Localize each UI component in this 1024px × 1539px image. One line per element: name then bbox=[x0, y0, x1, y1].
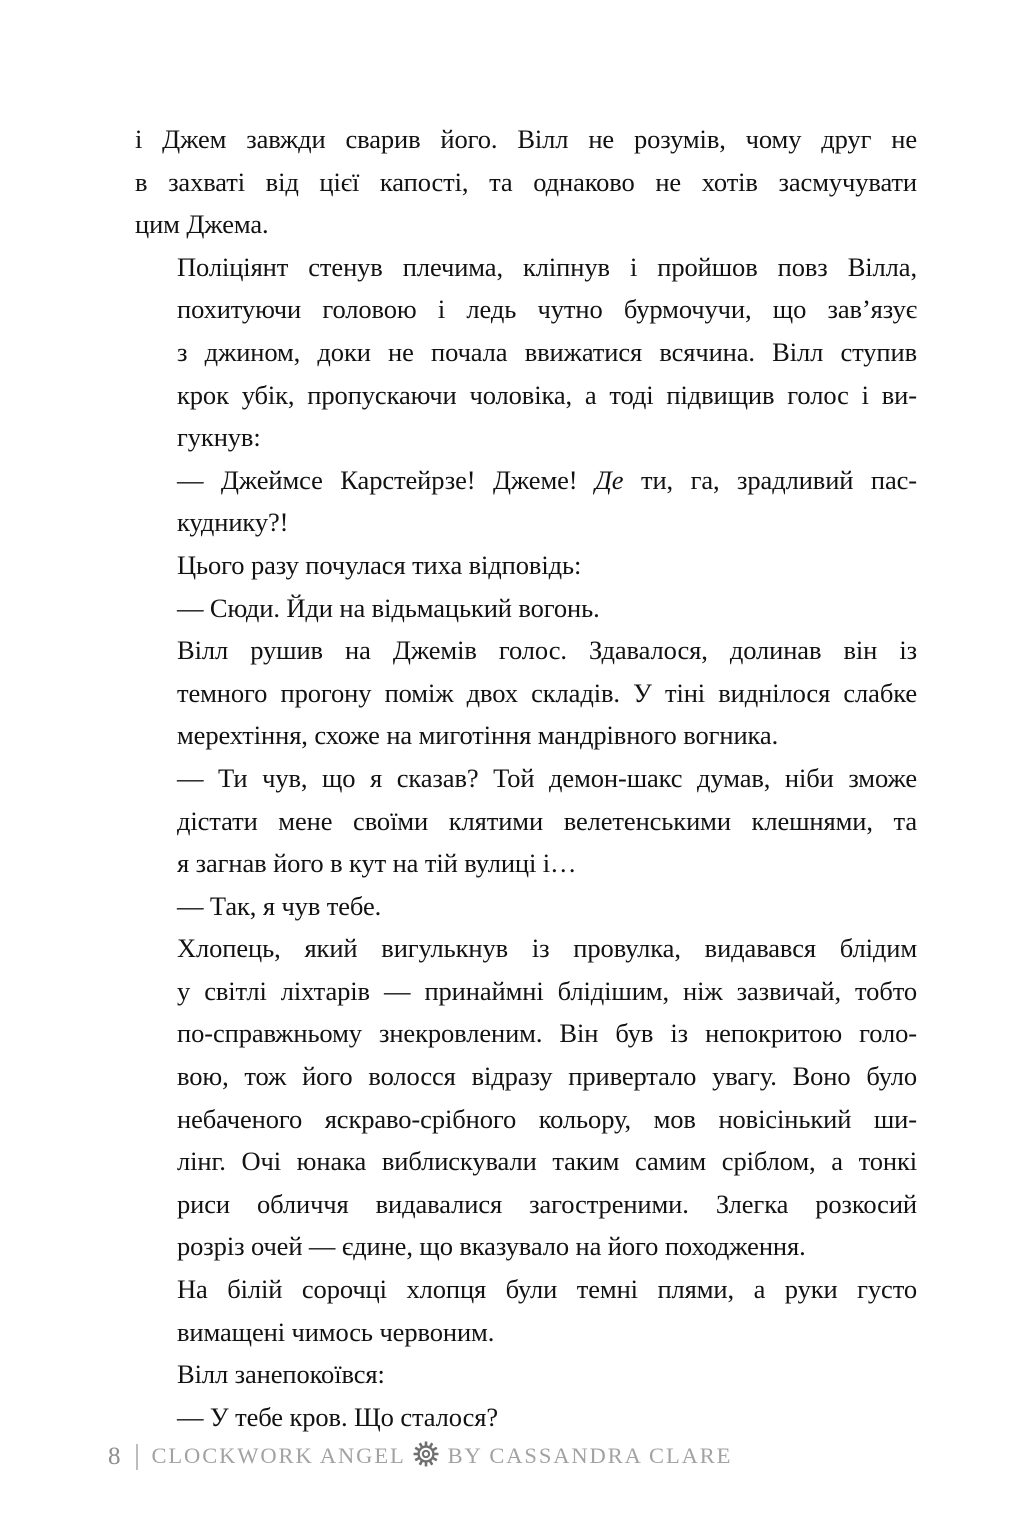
text-line: лінг. Очі юнака виблискували таким самим сріблом, а тонкі bbox=[177, 1146, 917, 1177]
running-head-author: BY CASSANDRA CLARE bbox=[447, 1443, 733, 1469]
paragraph bbox=[135, 544, 917, 587]
paragraph bbox=[135, 927, 917, 1268]
text-line: гукнув: bbox=[177, 422, 261, 453]
text-line: з джином, доки не почала ввижатися всячина. Вілл ступив bbox=[177, 336, 917, 367]
text-line: і Джем завжди сварив його. Вілл не розумів, чому друг не bbox=[135, 124, 917, 154]
text-line: я загнав його в кут на тій вулиці і… bbox=[177, 848, 577, 879]
page-footer bbox=[108, 1441, 732, 1472]
paragraph bbox=[135, 118, 917, 246]
text-line: — Сюди. Йди на відьмацький вогонь. bbox=[177, 592, 600, 623]
gear-icon bbox=[413, 1441, 439, 1472]
text-line: риси обличчя видавалися загостреними. Злегка розкосий bbox=[177, 1188, 917, 1219]
text-line: Хлопець, який вигулькнув із провулка, видавався блідим bbox=[177, 933, 917, 964]
text-line: Вілл занепокоївся: bbox=[177, 1359, 385, 1390]
text-line: розріз очей — єдине, що вказувало на його походження. bbox=[177, 1231, 806, 1262]
text-line: похитуючи головою і ледь чутно бурмочучи, що зав’язує bbox=[177, 294, 917, 325]
text-line: у світлі ліхтарів — принаймні блідішим, ніж зазвичай, тобто bbox=[177, 975, 917, 1006]
footer-divider bbox=[136, 1444, 138, 1470]
text-line-italic-mixed: — Джеймсе Карстейрзе! Джеме! Де ти, га, зрадливий пас- bbox=[177, 464, 918, 495]
body-text-column bbox=[135, 118, 917, 1438]
text-line: — Ти чув, що я сказав? Той демон-шакс думав, ніби зможе bbox=[177, 762, 917, 793]
paragraph bbox=[135, 629, 917, 757]
text-line: небаченого яскраво-срібного кольору, мов новісінький ши- bbox=[177, 1103, 917, 1134]
page-number: 8 bbox=[108, 1443, 121, 1470]
paragraph bbox=[135, 1353, 917, 1396]
paragraph bbox=[135, 757, 917, 885]
text-line: крок убік, пропускаючи чоловіка, а тоді підвищив голос і ви- bbox=[177, 379, 917, 410]
text-line: Поліціянт стенув плечима, кліпнув і пройшов повз Вілла, bbox=[177, 251, 917, 282]
text-line: Цього разу почулася тиха відповідь: bbox=[177, 549, 582, 580]
paragraph bbox=[135, 1268, 917, 1353]
text-line: вимащені чимось червоним. bbox=[177, 1316, 495, 1347]
paragraph bbox=[135, 246, 917, 459]
text-line: куднику?! bbox=[177, 507, 289, 538]
text-line: в захваті від цієї капості, та однаково не хотів засмучувати bbox=[135, 166, 917, 197]
text-line: На білій сорочці хлопця були темні плями, а руки густо bbox=[177, 1274, 917, 1305]
paragraph bbox=[135, 885, 917, 928]
running-head-title: CLOCKWORK ANGEL bbox=[151, 1443, 406, 1469]
text-line: вою, тож його волосся відразу привертало увагу. Воно було bbox=[177, 1061, 917, 1092]
text-line: по-справжньому знекровленим. Він був із непокритою голо- bbox=[177, 1018, 917, 1049]
text-line: темного прогону поміж двох складів. У тіні виднілося слабке bbox=[177, 677, 917, 708]
text-line: мерехтіння, схоже на миготіння мандрівного вогника. bbox=[177, 720, 779, 751]
text-line: цим Джема. bbox=[135, 209, 269, 240]
paragraph bbox=[135, 587, 917, 630]
text-line: Вілл рушив на Джемів голос. Здавалося, долинав він із bbox=[177, 635, 917, 666]
text-line: — Так, я чув тебе. bbox=[177, 890, 382, 921]
text-line: — У тебе кров. Що сталося? bbox=[177, 1401, 499, 1432]
text-line: дістати мене своїми клятими велетенськими клешнями, та bbox=[177, 805, 917, 836]
paragraph bbox=[135, 459, 917, 544]
paragraph bbox=[135, 1396, 917, 1439]
